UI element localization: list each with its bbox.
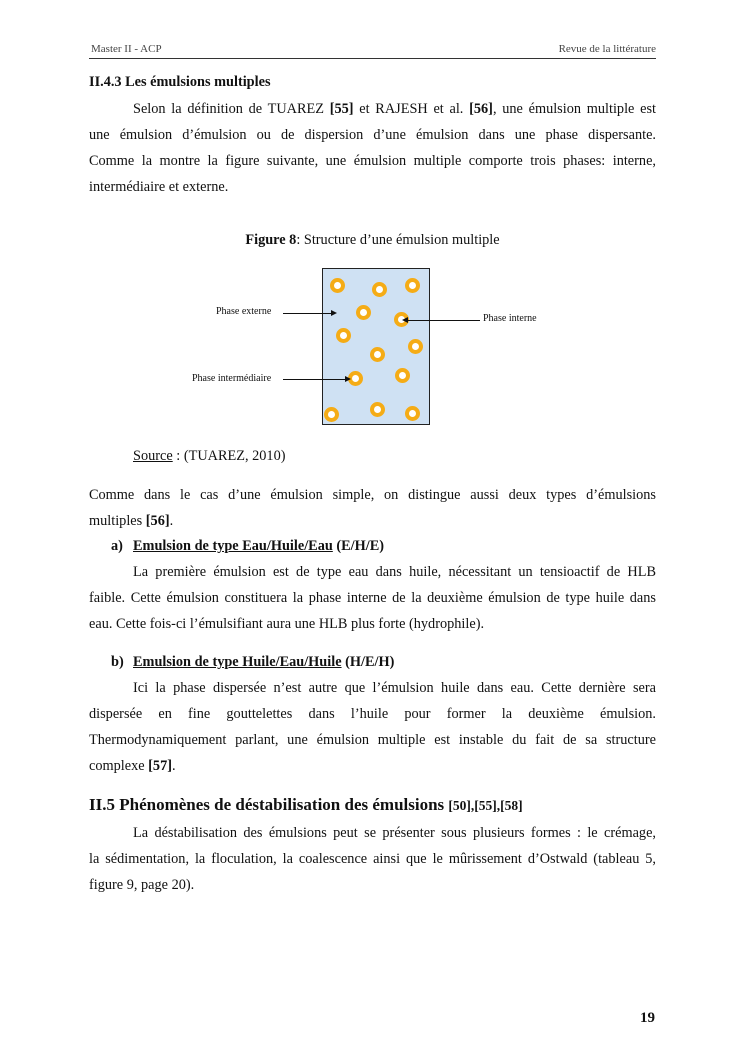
internal-droplet (324, 407, 339, 422)
section-references: [50],[55],[58] (448, 798, 523, 813)
section-title-2-4-3: II.4.3 Les émulsions multiples (89, 74, 271, 90)
page-header (89, 42, 656, 59)
paragraph-line: multiples [56]. (89, 513, 174, 529)
internal-droplet (336, 328, 351, 343)
section-title-2-5: II.5 Phénomènes de déstabilisation des émulsions [50],[55],[58] (89, 795, 523, 814)
paragraph-types (89, 482, 656, 534)
list-item-b-heading (111, 654, 394, 671)
reference: [57] (148, 758, 172, 774)
internal-droplet (408, 339, 423, 354)
reference: [56] (145, 513, 170, 529)
emulsion-diagram (322, 268, 430, 425)
paragraph-line: faible. Cette émulsion constituera la phase interne de la deuxième émulsion de type huile dans (89, 590, 656, 606)
arrow-head-icon (331, 310, 337, 316)
internal-droplet (405, 406, 420, 421)
internal-droplet (395, 368, 410, 383)
internal-droplet (405, 278, 420, 293)
paragraph-line: Ici la phase dispersée n’est autre que l’émulsion huile dans eau. Cette dernière sera (133, 680, 656, 696)
list-marker: b) (111, 654, 124, 670)
figure-caption-label: Figure 8 (245, 232, 297, 248)
figure-caption (0, 232, 745, 249)
paragraph-line: La déstabilisation des émulsions peut se présenter sous plusieurs formes : le crémage, (133, 825, 656, 841)
list-marker: a) (111, 538, 123, 554)
arrow-intermediaire (283, 379, 345, 380)
paragraph-line: une émulsion d’émulsion ou de dispersion d’une émulsion dans une phase dispersante. (89, 127, 656, 143)
label-phase-externe: Phase externe (216, 306, 272, 317)
paragraph-heh (89, 675, 656, 779)
header-right: Revue de la littérature (558, 43, 656, 55)
paragraph-line: figure 9, page 20). (89, 877, 195, 893)
list-item-a-heading (111, 538, 384, 555)
source-text: : (TUAREZ, 2010) (172, 448, 286, 464)
paragraph-line: complexe [57]. (89, 758, 176, 774)
figure-caption-text: : Structure d’une émulsion multiple (296, 232, 500, 248)
paragraph-line: Comme dans le cas d’une émulsion simple, on distingue aussi deux types d’émulsions (89, 487, 656, 503)
paragraph-line: Comme la montre la figure suivante, une émulsion multiple comporte trois phases: interne, (89, 153, 656, 169)
page-number: 19 (640, 1010, 655, 1026)
arrow-head-icon (402, 317, 408, 323)
arrow-head-icon (345, 376, 351, 382)
internal-droplet (372, 282, 387, 297)
header-left: Master II - ACP (91, 43, 162, 55)
internal-droplet (370, 347, 385, 362)
internal-droplet (330, 278, 345, 293)
figure-source (133, 443, 285, 469)
source-label: Source (133, 448, 173, 464)
paragraph-line: eau. Cette fois-ci l’émulsifiant aura une HLB plus forte (hydrophile). (89, 616, 485, 632)
list-item-abbr: (E/H/E) (332, 538, 385, 554)
paragraph-ehe (89, 559, 656, 637)
paragraph-line: Thermodynamiquement parlant, une émulsion multiple est instable du fait de sa structure (89, 732, 656, 748)
paragraph-line: dispersée en fine gouttelettes dans l’huile pour former la deuxième émulsion. (89, 706, 656, 722)
paragraph-line: Selon la définition de TUAREZ [55] et RAJESH et al. [56], une émulsion multiple est (133, 101, 656, 117)
reference: [55] (329, 101, 354, 117)
list-item-abbr: (H/E/H) (341, 654, 395, 670)
arrow-externe (283, 313, 331, 314)
paragraph-destabilisation (89, 820, 656, 898)
label-phase-intermediaire: Phase intermédiaire (192, 373, 272, 384)
list-item-title: Emulsion de type Eau/Huile/Eau (133, 538, 333, 554)
paragraph-line: intermédiaire et externe. (89, 179, 229, 195)
reference: [56] (469, 101, 493, 117)
paragraph-line: la sédimentation, la floculation, la coalescence ainsi que le mûrissement d’Ostwald (tableau 5, (89, 851, 656, 867)
internal-droplet (370, 402, 385, 417)
paragraph-definition (89, 96, 656, 200)
list-item-title: Emulsion de type Huile/Eau/Huile (133, 654, 342, 670)
label-phase-interne: Phase interne (483, 313, 537, 324)
paragraph-line: La première émulsion est de type eau dans huile, nécessitant un tensioactif de HLB (133, 564, 656, 580)
internal-droplet (356, 305, 371, 320)
arrow-interne (408, 320, 480, 321)
